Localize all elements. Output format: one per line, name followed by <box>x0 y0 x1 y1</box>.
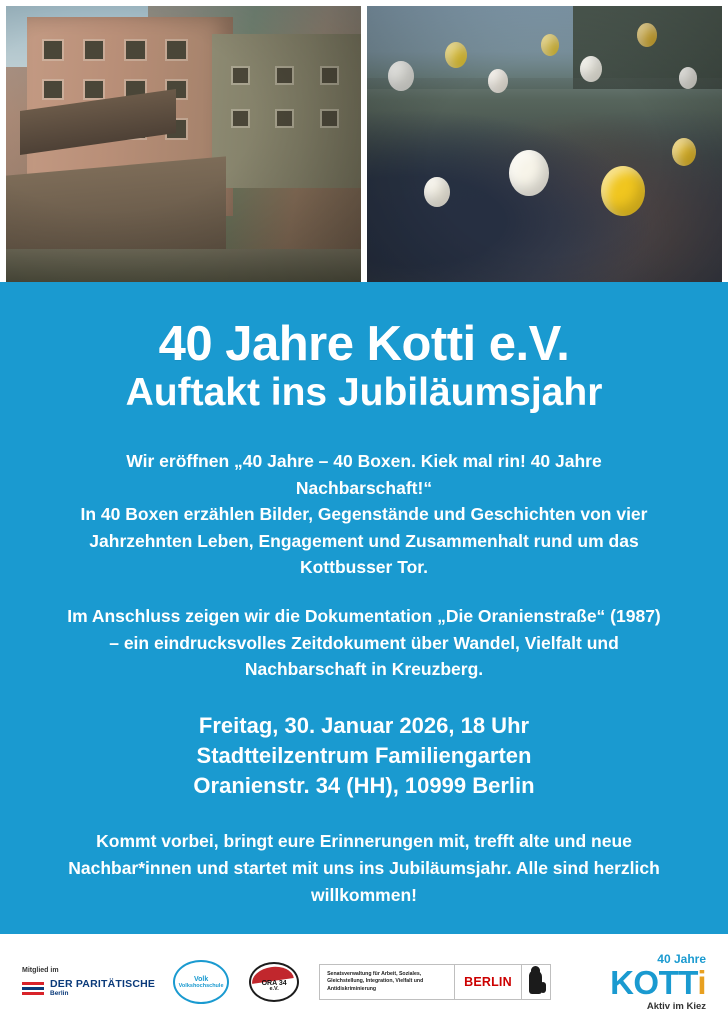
kotti-anniversary-label: 40 Jahre <box>657 951 706 966</box>
kotti-word-main: KOTT <box>610 963 698 1001</box>
paragraph-documentary-rest: – ein eindrucksvolles Zeitdokument über Wandel, Vielfalt und Nachbarschaft in Kreuzberg. <box>109 632 619 680</box>
logo-senatsverwaltung <box>319 964 551 1000</box>
closing-invitation: Kommt vorbei, bringt eure Erinnerungen mit, trefft alte und neue Nachbar*innen und startet mit uns ins Jubiläumsjahr. Alle sind herzlich willkommen! <box>68 830 660 906</box>
event-details <box>40 711 688 802</box>
paragraph-exhibition <box>64 448 664 581</box>
event-date: Freitag, 30. Januar 2026, 18 Uhr <box>198 712 530 738</box>
paritaetischer-bars-icon <box>22 982 44 995</box>
logo-paritaetischer <box>22 967 155 998</box>
paragraph-exhibition-lead: Wir eröffnen <box>126 450 235 471</box>
photo-historic-courtyard <box>6 6 361 282</box>
paragraph-documentary-lead: Im Anschluss zeigen wir die Dokumentation <box>67 605 438 626</box>
partner-logos <box>22 960 551 1004</box>
vhs-line2: Volkshochschule <box>178 982 224 989</box>
paragraph-documentary <box>64 603 664 683</box>
photo-band <box>0 0 728 282</box>
footer-logo-strip <box>0 934 728 1030</box>
logo-ora34 <box>247 960 301 1004</box>
event-venue: Stadtteilzentrum Familiengarten <box>196 743 532 769</box>
bear-shape <box>529 970 542 994</box>
photo-street-festival <box>367 6 722 282</box>
poster-subtitle: Auftakt ins Jubiläumsjahr <box>125 371 603 414</box>
ora34-line2: e.V. <box>269 986 279 993</box>
senat-berlin-wordmark: BERLIN <box>454 965 521 999</box>
paragraph-documentary-title: „Die Oranienstraße“ (1987) <box>437 605 661 626</box>
paragraph-exhibition-rest: In 40 Boxen erzählen Bilder, Gegenstände und Geschichten von vier Jahrzehnten Leben, Engagement und Zusammenhalt rund um das Kottbusser Tor. <box>80 504 648 578</box>
logo-volkshochschule <box>173 960 229 1004</box>
paritaetischer-region: Berlin <box>50 990 69 997</box>
senat-department-text: Senatsverwaltung für Arbeit, Soziales, Gleichstellung, Integration, Vielfalt und Antidiskriminierung <box>327 971 424 992</box>
photo-left-vignette <box>6 6 361 282</box>
bar-red <box>22 982 44 985</box>
ora34-line1: ORA 34 <box>261 979 287 987</box>
kotti-tagline: Aktiv im Kiez <box>646 1000 706 1012</box>
kotti-wordmark <box>610 963 706 1001</box>
photo-right-vignette <box>367 6 722 282</box>
bar-red <box>22 992 44 995</box>
ora34-text <box>262 980 287 993</box>
bar-blue <box>22 987 44 990</box>
vhs-line1: Volk <box>193 975 209 983</box>
member-label: Mitglied im <box>22 966 59 974</box>
paragraph-exhibition-title: „40 Jahre – 40 Boxen. Kiek mal rin! 40 Jahre Nachbarschaft!“ <box>234 450 602 498</box>
logo-kotti <box>610 953 706 1012</box>
kotti-word-accent: i <box>697 963 706 1001</box>
main-content <box>0 282 728 934</box>
event-address: Oranienstr. 34 (HH), 10999 Berlin <box>193 773 535 799</box>
paritaetischer-text <box>50 979 155 998</box>
paritaetischer-row <box>22 979 155 998</box>
paritaetischer-name: DER PARITÄTISCHE <box>50 977 156 990</box>
poster-title: 40 Jahre Kotti e.V. <box>158 317 570 371</box>
berlin-bear-icon <box>521 965 550 999</box>
